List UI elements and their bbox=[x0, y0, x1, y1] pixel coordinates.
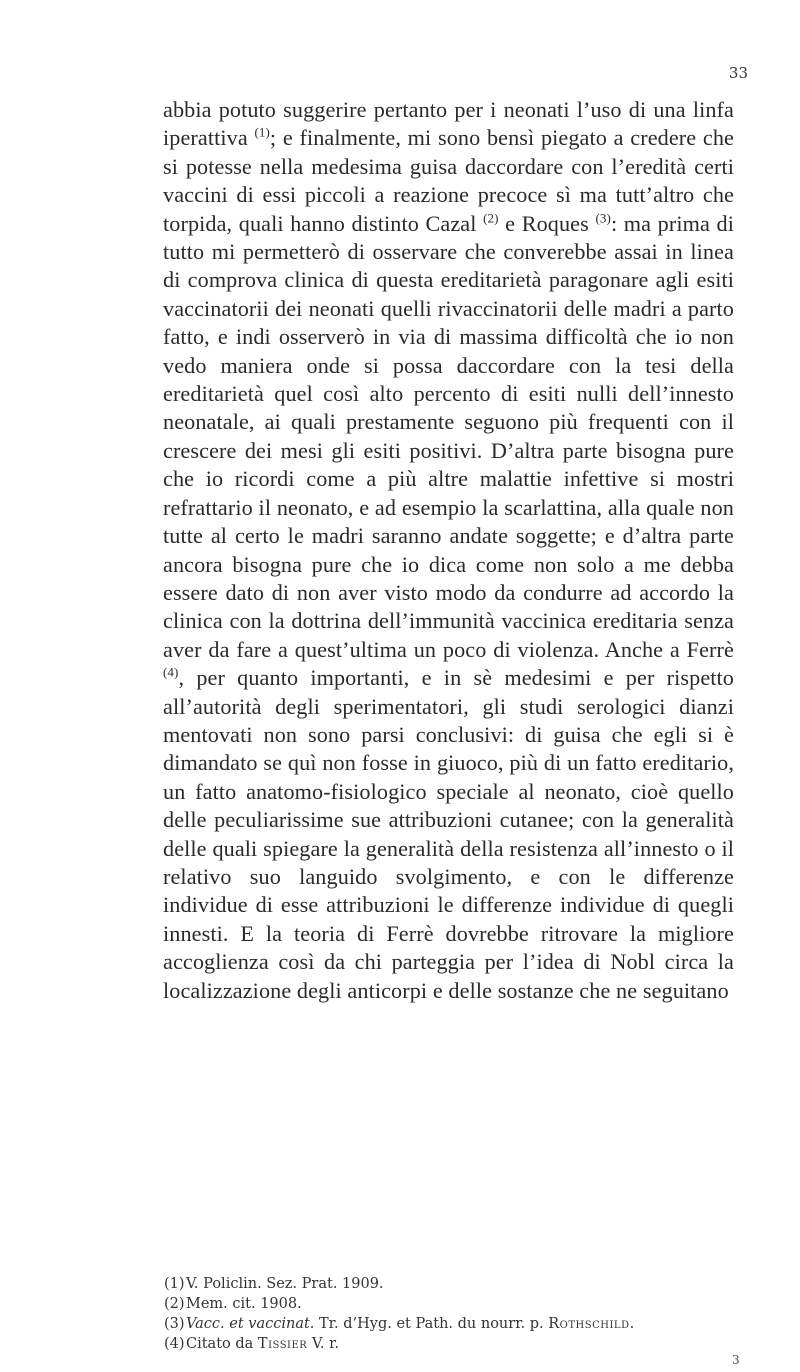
footnote-1 bbox=[164, 1274, 744, 1294]
footnote-ref-4[interactable]: (4) bbox=[163, 664, 179, 680]
footnote-2 bbox=[164, 1294, 744, 1314]
footnotes bbox=[164, 1274, 744, 1354]
body-text-part-4: : ma prima di tutto mi permetterò di osservare che converebbe assai in linea di comprova clinica di questa ereditarietà paragonare agli esiti vaccinatorii dei neonati quelli rivaccinatorii delle madri a parto fatto, e indi osserverò in via di massima difficoltà che io non vedo maniera onde si possa daccordare con la tesi della ereditarietà quel così alto percento di esiti nulli dell’innesto neonatale, ai quali prestamente seguono più frequenti con il crescere dei mesi gli esiti positivi. D’altra parte bisogna pure che io ricordi come a più altre malattie infettive si mostri refrattario il neonato, e ad esempio la scarlattina, alla quale non tutte al certo le madri saranno andate soggette; e d’altra parte ancora bisogna pure che io dica come non solo a me debba essere dato di non aver visto modo da condurre ad accordo la clinica con la dottrina dell’immunità vaccinica ereditaria senza aver da fare a quest’ultima un poco di violenza. Anche a Ferrè bbox=[163, 210, 734, 662]
footnote-text-end: V. r. bbox=[307, 1336, 340, 1352]
footnote-text: V. Policlin. Sez. Prat. 1909. bbox=[186, 1276, 384, 1292]
body-text-part-5: , per quanto importanti, e in sè medesimi e per rispetto all’autorità degli sperimentatori, gli studi serologici dianzi mentovati non sono parsi conclusivi: di guisa che egli si è dimandato se quì non fosse in giuoco, più di un fatto ereditario, un fatto anatomo-fisiologico speciale al neonato, cioè quello delle peculiarissime sue attribuzioni cutanee; con la generalità delle quali spiegare la generalità della resistenza all’innesto o il relativo suo languido svolgimento, e con le differenze individue di esse attribuzioni le differenze individue di quegli innesti. E la teoria di Ferrè dovrebbe ritrovare la migliore accoglienza così da chi parteggia per l’idea di Nobl circa la localizzazione degli anticorpi e delle sostanze che ne seguitano bbox=[163, 665, 734, 1003]
footnote-mark: (4) bbox=[164, 1336, 185, 1352]
footnote-4 bbox=[164, 1334, 744, 1354]
body-paragraph bbox=[163, 96, 734, 1005]
footnote-mark: (1) bbox=[164, 1276, 185, 1292]
footnote-ref-3[interactable]: (3) bbox=[595, 210, 611, 226]
signature-mark: 3 bbox=[732, 1353, 740, 1367]
footnote-text: Citato da bbox=[186, 1336, 258, 1352]
footnote-text: Mem. cit. 1908. bbox=[186, 1296, 302, 1312]
footnote-title: Vacc. et vaccinat. bbox=[186, 1316, 315, 1332]
footnote-3 bbox=[164, 1314, 744, 1334]
footnote-ref-2[interactable]: (2) bbox=[483, 210, 499, 226]
footnote-author: Rothschild. bbox=[548, 1316, 635, 1332]
footnote-text: Tr. d’Hyg. et Path. du nourr. p. bbox=[314, 1316, 549, 1332]
footnote-ref-1[interactable]: (1) bbox=[254, 125, 270, 141]
footnote-mark: (3) bbox=[164, 1316, 185, 1332]
footnote-author: Tissier bbox=[257, 1336, 308, 1352]
body-text-part-2: ; e finalmente, mi sono bensì piegato a credere che si potesse nella medesima guisa daccordare con l’eredità certi vaccini di essi piccoli a reazione precoce sì ma tutt’altro che torpida, quali hanno distinto Cazal bbox=[163, 125, 734, 236]
body-text-part-3: e Roques bbox=[498, 210, 596, 236]
body-text-part-1: abbia potuto suggerire pertanto per i neonati l’uso di una linfa iperattiva bbox=[163, 97, 734, 151]
footnote-mark: (2) bbox=[164, 1296, 185, 1312]
page-number: 33 bbox=[728, 64, 748, 82]
